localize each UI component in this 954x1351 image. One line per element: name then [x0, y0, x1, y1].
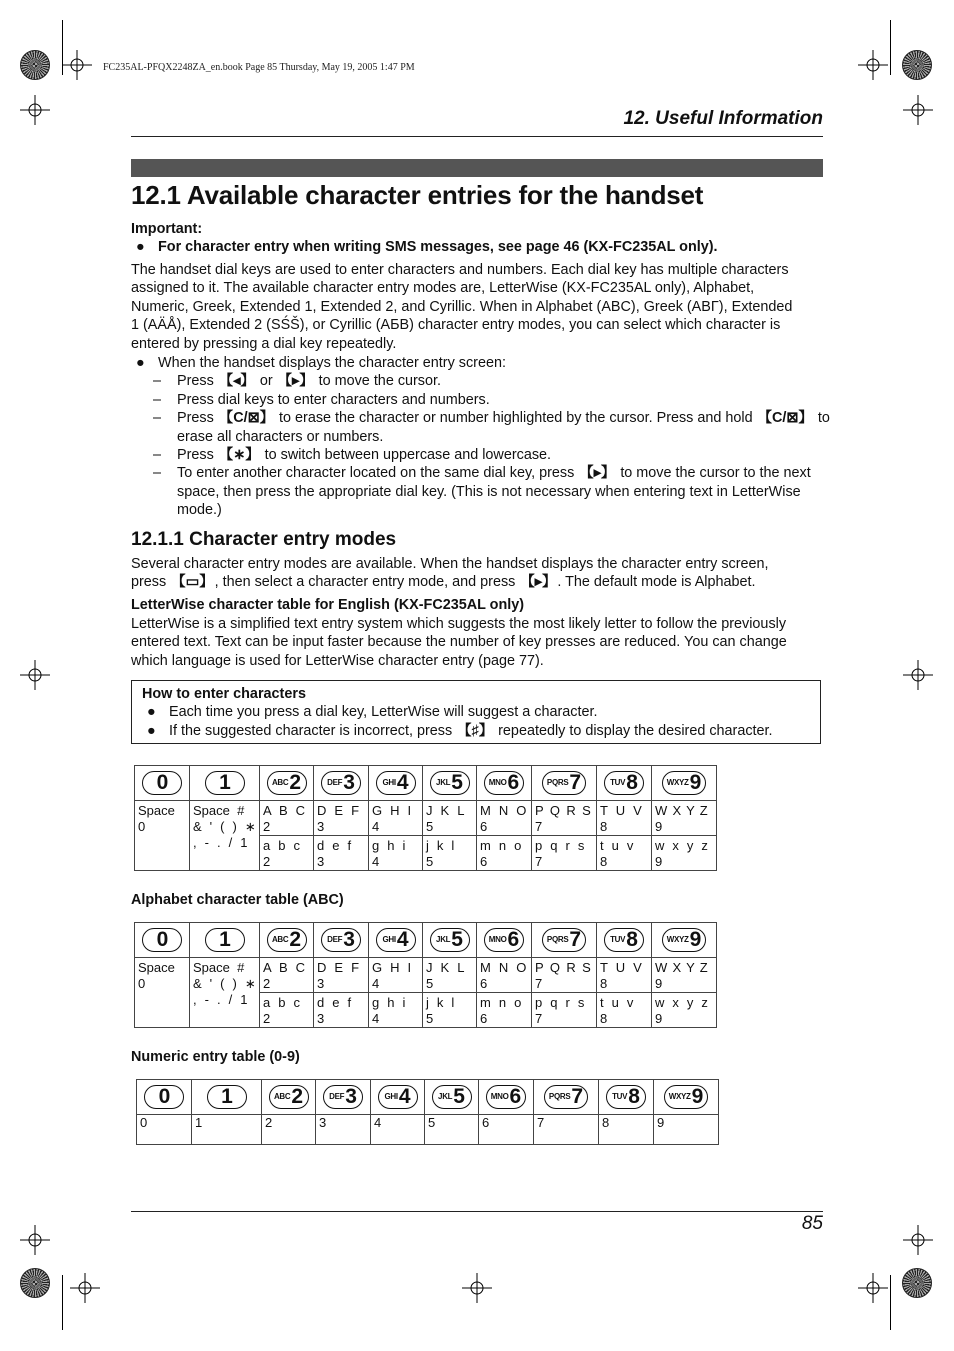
step-text: or [259, 373, 273, 390]
crosshair-mark-left-lower [20, 1225, 50, 1255]
key-4-icon: GHI 4 [378, 1085, 418, 1109]
list-item [153, 409, 830, 446]
intro-paragraph [131, 261, 823, 353]
list-item [153, 464, 823, 519]
key-2-icon: ABC 2 [269, 1085, 309, 1109]
intro-line: The handset dial keys are used to enter characters and numbers. Each dial key has multiple characters [131, 262, 789, 278]
step-text: to [817, 410, 830, 427]
table-cell: g h i 4 [369, 993, 423, 1028]
table-cell: G H I 4 [369, 801, 423, 836]
key-2-icon: ABC 2 [267, 771, 307, 795]
key-7-icon: PQRS 7 [542, 771, 586, 795]
table-row-digits [137, 1115, 719, 1145]
intro-line: 1 (AÄÅ), Extended 2 (SŚŠ), or Cyrillic (АБВ) character entry modes, you can select which character is [131, 317, 781, 334]
modes-text: press [131, 574, 167, 591]
list-item [142, 703, 810, 721]
step-text: to erase the character or number highlighted by the cursor. Press and hold [279, 410, 753, 427]
modes-text: , then select a character entry mode, and press [214, 574, 516, 591]
table-cell: G H I 4 [369, 958, 423, 993]
table-cell: J K L 5 [423, 801, 477, 836]
registration-disc-bottom-right [902, 1268, 932, 1298]
table-cell: a b c 2 [260, 993, 314, 1028]
step-text: mode.) [177, 502, 222, 519]
step-text: Press [177, 447, 214, 464]
alphabet-heading: Alphabet character table (ABC) [131, 892, 344, 908]
crosshair-mark-bottom-right [858, 1273, 888, 1303]
list-item [153, 391, 823, 409]
star-key-icon: 【∗】 [218, 447, 260, 464]
list-item [153, 372, 823, 390]
crosshair-mark-right-middle [903, 660, 933, 690]
list-item [142, 722, 810, 740]
step-text: erase all characters or numbers. [177, 428, 384, 445]
key-4-icon: GHI 4 [376, 771, 416, 795]
clear-key-icon: 【C/⊠】 [757, 410, 813, 427]
how-to-box [131, 680, 821, 744]
trim-line [890, 1275, 891, 1330]
table-cell: W X Y Z 9 [652, 801, 717, 836]
print-info-line: FC235AL-PFQX2248ZA_en.book Page 85 Thursday, May 19, 2005 1:47 PM [103, 62, 415, 73]
crosshair-mark-bottom-center [462, 1273, 492, 1303]
right-arrow-key-icon: 【▸】 [277, 373, 314, 390]
table-cell: T U V 8 [597, 801, 652, 836]
bullet-icon: ● [147, 722, 156, 739]
table-cell: 3 [316, 1115, 371, 1145]
table-cell: 6 [479, 1115, 534, 1145]
table-cell: a b c 2 [260, 836, 314, 871]
clear-key-icon: 【C/⊠】 [218, 410, 275, 427]
step-text: to move the cursor to the next [620, 465, 811, 482]
key-3-icon: DEF 3 [321, 771, 361, 795]
step-text: to move the cursor. [318, 373, 442, 390]
table-cell: M N O 6 [477, 958, 532, 993]
crosshair-mark-left-middle [20, 660, 50, 690]
steps-list [131, 354, 830, 520]
key-row [137, 1080, 719, 1115]
table-cell: P Q R S 7 [532, 801, 597, 836]
table-cell: 9 [654, 1115, 719, 1145]
section-heading: 12.1.1 Character entry modes [131, 529, 397, 550]
table-cell: 5 [425, 1115, 479, 1145]
table-cell: J K L 5 [423, 958, 477, 993]
chapter-header: 12. Useful Information [623, 108, 823, 129]
intro-line: entered by pressing a dial key repeatedly. [131, 335, 397, 352]
table-cell: 0 [137, 1115, 192, 1145]
trim-line [62, 1275, 63, 1330]
important-block [131, 220, 823, 257]
title-bar [131, 159, 823, 177]
how-to-text: If the suggested character is incorrect, press [169, 722, 453, 739]
letterwise-line: which language is used for LetterWise character entry (page 77). [131, 652, 544, 669]
page-number: 85 [801, 1213, 823, 1234]
table-cell: 8 [599, 1115, 654, 1145]
table-cell: j k l 5 [423, 993, 477, 1028]
trim-line [890, 20, 891, 75]
table-row-uppercase [135, 958, 717, 993]
crosshair-mark-top-left [62, 50, 92, 80]
alphabet-table [134, 922, 717, 1028]
important-label: Important: [131, 221, 203, 237]
intro-line: Numeric, Greek, Extended 1, Extended 2, and Cyrillic. When in Alphabet (ABC), Greek (ΑΒΓ), Extended [131, 298, 793, 315]
step-text: to switch between uppercase and lowercase. [264, 447, 552, 464]
table-row-uppercase [135, 801, 717, 836]
numeric-heading: Numeric entry table (0-9) [131, 1049, 300, 1065]
modes-text: . The default mode is Alphabet. [557, 574, 756, 591]
key-6-icon: MNO 6 [484, 771, 524, 795]
key-9-icon: WXYZ 9 [662, 928, 707, 952]
phonebook-key-icon: 【▭】 [171, 574, 214, 591]
key-8-icon: TUV 8 [604, 771, 644, 795]
bullet-icon: ● [136, 239, 145, 256]
list-item [153, 446, 823, 464]
space-cell: Space 0 [135, 958, 190, 1028]
table-cell: j k l 5 [423, 836, 477, 871]
table-cell: A B C 2 [260, 958, 314, 993]
table-cell: t u v 8 [597, 836, 652, 871]
step-text: space, then press the appropriate dial key. (This is not necessary when entering text in LetterWise [177, 483, 801, 500]
key-1-icon: 1 [205, 928, 245, 952]
key-0-icon: 0 [142, 928, 182, 952]
numeric-table [136, 1079, 719, 1145]
table-cell: A B C 2 [260, 801, 314, 836]
key-row [135, 766, 717, 801]
table-cell: P Q R S 7 [532, 958, 597, 993]
key-8-icon: TUV 8 [604, 928, 644, 952]
letterwise-line: LetterWise is a simplified text entry system which suggests the most likely letter to follow the previously [131, 616, 787, 632]
step-text: Press [177, 373, 214, 390]
key-3-icon: DEF 3 [323, 1085, 363, 1109]
key-0-icon: 0 [144, 1085, 184, 1109]
intro-line: assigned to it. The available character entry modes are, LetterWise (KX-FC235AL only), Alphabet, [131, 280, 755, 297]
key-5-icon: JKL 5 [430, 771, 470, 795]
letterwise-line: entered text. Text can be input faster because the number of key presses are reduced. You can change [131, 634, 787, 651]
header-rule [131, 136, 823, 137]
key-9-icon: WXYZ 9 [662, 771, 707, 795]
table-cell: t u v 8 [597, 993, 652, 1028]
table-cell: p q r s 7 [532, 836, 597, 871]
key-2-icon: ABC 2 [267, 928, 307, 952]
crosshair-mark-bottom-left [70, 1273, 100, 1303]
letterwise-table [134, 765, 717, 871]
list-item [131, 354, 823, 372]
bullet-icon: ● [147, 704, 156, 721]
how-to-title: How to enter characters [142, 686, 306, 702]
table-cell: g h i 4 [369, 836, 423, 871]
table-cell: w x y z 9 [652, 993, 717, 1028]
table-cell: 7 [534, 1115, 599, 1145]
key-7-icon: PQRS 7 [544, 1085, 588, 1109]
table-cell: W X Y Z 9 [652, 958, 717, 993]
space-cell: Space 0 [135, 801, 190, 871]
crosshair-mark-top-right [858, 50, 888, 80]
key-7-icon: PQRS 7 [542, 928, 586, 952]
important-bullet [131, 238, 823, 256]
table-cell: T U V 8 [597, 958, 652, 993]
dash-marker: – [153, 391, 162, 408]
key-6-icon: MNO 6 [486, 1085, 526, 1109]
modes-line: Several character entry modes are available. When the handset displays the character entry screen, [131, 556, 769, 572]
key-1-icon: 1 [207, 1085, 247, 1109]
dash-marker: – [153, 447, 162, 464]
table-cell: D E F 3 [314, 958, 369, 993]
how-to-text: Each time you press a dial key, LetterWise will suggest a character. [169, 704, 598, 721]
letterwise-paragraph [131, 615, 823, 670]
dash-marker: – [153, 410, 162, 427]
table-cell: 4 [371, 1115, 425, 1145]
table-cell: D E F 3 [314, 801, 369, 836]
key-4-icon: GHI 4 [376, 928, 416, 952]
step-text: Press dial keys to enter characters and numbers. [177, 391, 490, 408]
step-text: To enter another character located on the same dial key, press [177, 465, 575, 482]
symbols-cell: Space # & ' ( ) ∗ , - . / 1 [190, 958, 260, 1028]
registration-disc-top-right [902, 50, 932, 80]
dash-marker: – [153, 465, 162, 482]
symbols-cell: Space # & ' ( ) ∗ , - . / 1 [190, 801, 260, 871]
table-cell: m n o 6 [477, 836, 532, 871]
bullet-text: When the handset displays the character entry screen: [158, 355, 506, 371]
key-5-icon: JKL 5 [432, 1085, 472, 1109]
crosshair-mark-left-upper [20, 95, 50, 125]
key-row [135, 923, 717, 958]
key-5-icon: JKL 5 [430, 928, 470, 952]
right-arrow-key-icon: 【▸】 [520, 574, 557, 591]
key-1-icon: 1 [205, 771, 245, 795]
key-6-icon: MNO 6 [484, 928, 524, 952]
table-cell: w x y z 9 [652, 836, 717, 871]
right-arrow-key-icon: 【▸】 [579, 465, 616, 482]
dash-marker: – [153, 373, 162, 390]
important-text: For character entry when writing SMS messages, see page 46 (KX-FC235AL only). [158, 239, 718, 256]
trim-line [62, 20, 63, 75]
key-3-icon: DEF 3 [321, 928, 361, 952]
table-cell: d e f 3 [314, 836, 369, 871]
registration-disc-bottom-left [20, 1268, 50, 1298]
registration-disc-top-left [20, 50, 50, 80]
how-to-text: repeatedly to display the desired character. [498, 722, 773, 739]
table-cell: p q r s 7 [532, 993, 597, 1028]
key-8-icon: TUV 8 [606, 1085, 646, 1109]
step-text: Press [177, 410, 214, 427]
crosshair-mark-right-upper [903, 95, 933, 125]
table-cell: m n o 6 [477, 993, 532, 1028]
table-cell: d e f 3 [314, 993, 369, 1028]
key-0-icon: 0 [142, 771, 182, 795]
pound-key-icon: 【♯】 [457, 722, 494, 739]
page-title: 12.1 Available character entries for the handset [131, 180, 704, 210]
table-cell: M N O 6 [477, 801, 532, 836]
left-arrow-key-icon: 【◂】 [218, 373, 255, 390]
table-cell: 2 [262, 1115, 316, 1145]
bullet-icon: ● [136, 355, 145, 371]
table-cell: 1 [192, 1115, 262, 1145]
key-9-icon: WXYZ 9 [664, 1085, 709, 1109]
footer-rule [131, 1211, 823, 1212]
crosshair-mark-right-lower [903, 1225, 933, 1255]
modes-paragraph [131, 555, 823, 592]
letterwise-heading: LetterWise character table for English (KX-FC235AL only) [131, 597, 525, 613]
